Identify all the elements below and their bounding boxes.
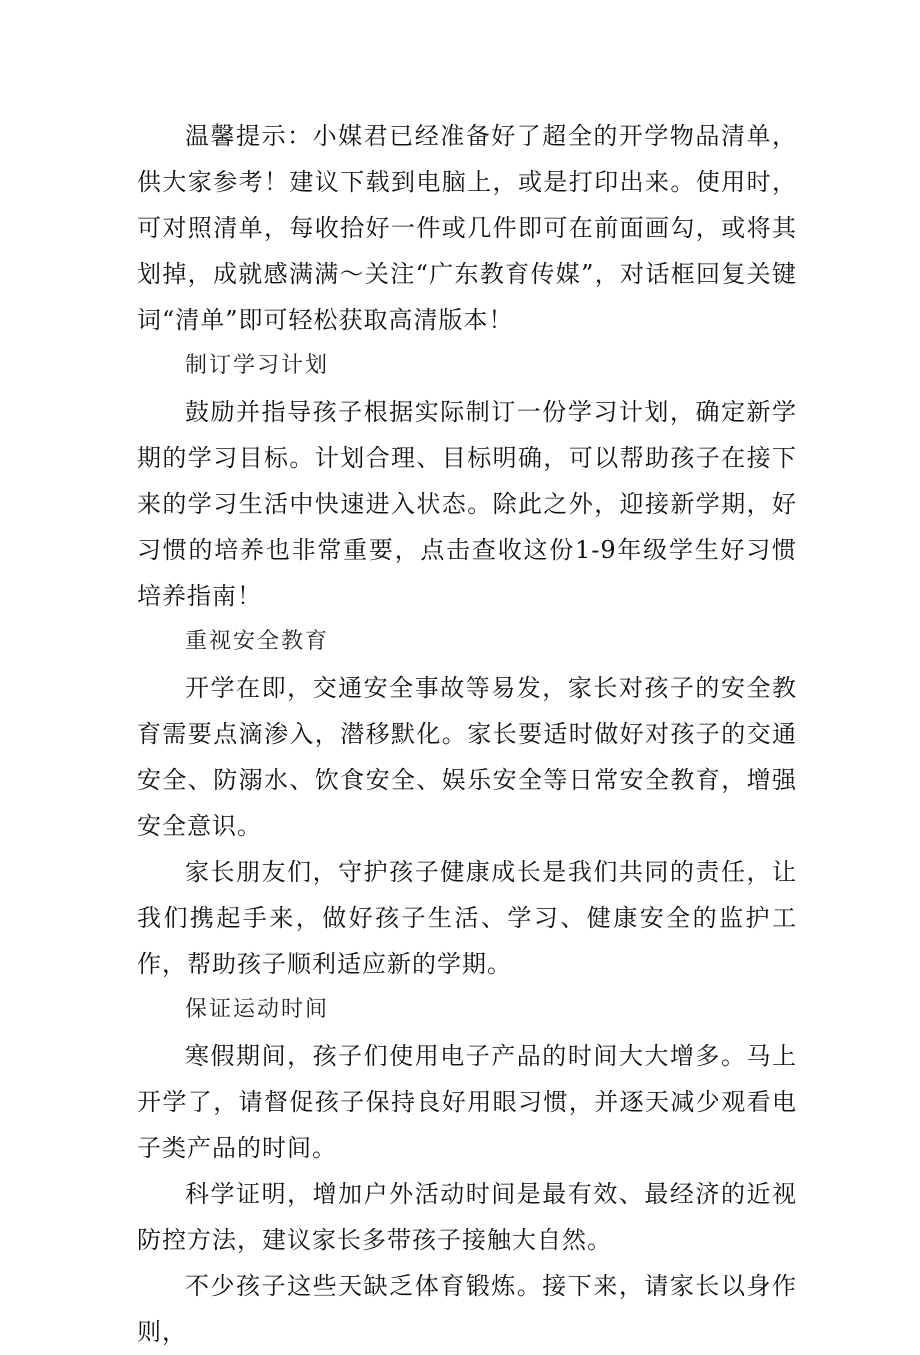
section-heading-exercise-time: 保证运动时间 <box>185 997 330 1022</box>
section-heading-safety-education: 重视安全教育 <box>185 629 330 654</box>
exercise-time-paragraph-2: 科学证明，增加户外活动时间是最有效、最经济的近视防控方法，建议家长多带孩子接触大自然。 <box>137 1180 797 1254</box>
safety-education-paragraph-1: 开学在即，交通安全事故等易发，家长对孩子的安全教育需要点滴渗入，潜移默化。家长要适时做好对孩子的交通安全、防溺水、饮食安全、娱乐安全等日常安全教育，增强安全意识。 <box>137 674 797 840</box>
study-plan-paragraph: 鼓励并指导孩子根据实际制订一份学习计划，确定新学期的学习目标。计划合理、目标明确，可以帮助孩子在接下来的学习生活中快速进入状态。除此之外，迎接新学期，好习惯的培养也非常重要，点击查收这份1-9年级学生好习惯培养指南！ <box>137 398 797 610</box>
exercise-time-paragraph-3: 不少孩子这些天缺乏体育锻炼。接下来，请家长以身作则， <box>137 1272 797 1346</box>
exercise-time-paragraph-1: 寒假期间，孩子们使用电子产品的时间大大增多。马上开学了，请督促孩子保持良好用眼习惯，并逐天减少观看电子类产品的时间。 <box>137 1042 797 1162</box>
document-body <box>137 113 797 1355</box>
section-heading-study-plan: 制订学习计划 <box>185 353 330 378</box>
tip-paragraph: 温馨提示：小媒君已经准备好了超全的开学物品清单，供大家参考！建议下载到电脑上，或是打印出来。使用时，可对照清单，每收拾好一件或几件即可在前面画勾，或将其划掉，成就感满满～关注“广东教育传媒”，对话框回复关键词“清单”即可轻松获取高清版本！ <box>137 122 797 334</box>
safety-education-paragraph-2: 家长朋友们，守护孩子健康成长是我们共同的责任，让我们携起手来，做好孩子生活、学习、健康安全的监护工作，帮助孩子顺利适应新的学期。 <box>137 858 797 978</box>
